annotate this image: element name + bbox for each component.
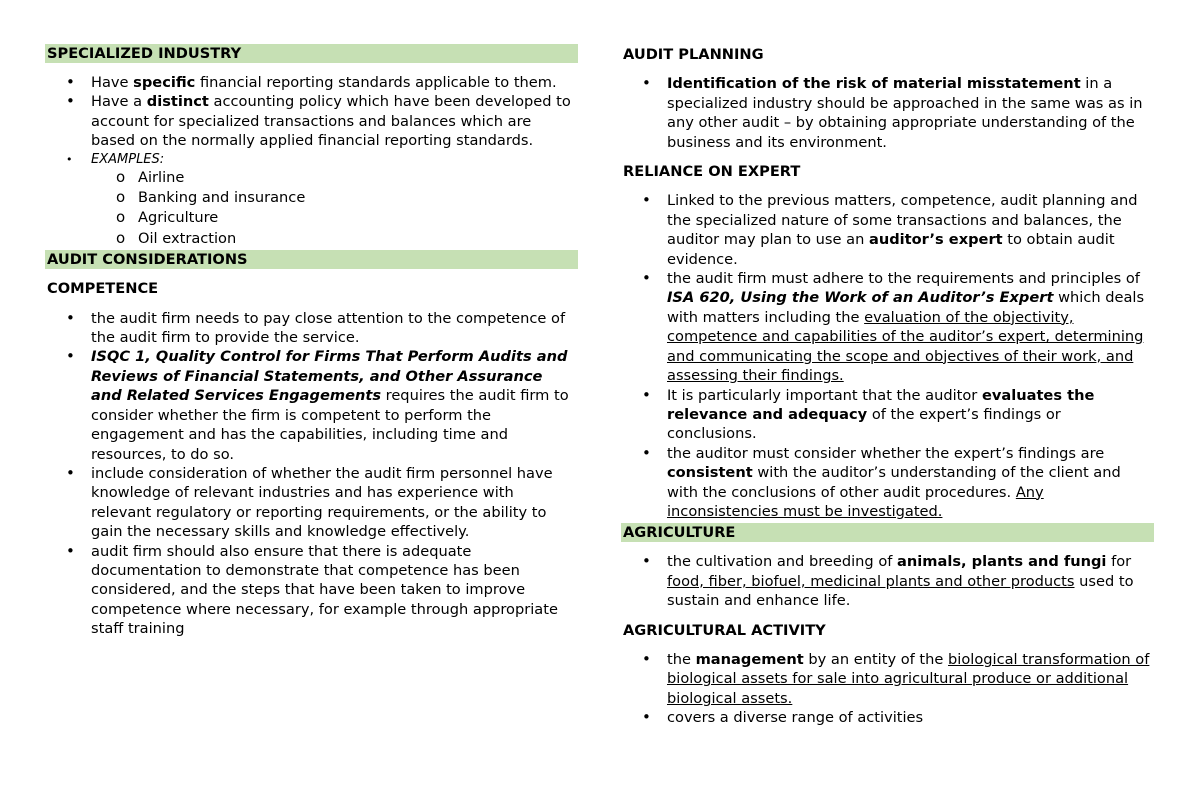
heading-reliance-on-expert: RELIANCE ON EXPERT xyxy=(623,163,801,181)
underlined-text: evaluation of the objectivity, competence and capabilities of the auditor’s expert, determining and communicating the scope and objectives of their work, and assessing their findings. xyxy=(667,308,1144,385)
example-item xyxy=(45,188,578,207)
text: the auditor must consider whether the expert’s findings are xyxy=(667,444,1105,462)
text: Agriculture xyxy=(138,209,219,227)
bold-text: Identification of the risk of material misstatement xyxy=(667,75,1081,93)
text: of the expert’s findings or conclusions. xyxy=(667,405,1061,443)
text: the audit firm needs to pay close attention to the competence of the audit firm to provide the service. xyxy=(91,309,566,347)
agricultural-activity-list xyxy=(621,650,1154,728)
text: used to sustain and enhance life. xyxy=(667,572,1134,610)
list-item xyxy=(45,92,578,150)
bullet-icon: • xyxy=(642,269,651,288)
text: for xyxy=(1106,553,1132,571)
bold-italic-text: ISA 620, Using the Work of an Auditor’s Expert xyxy=(667,289,1054,307)
list-item xyxy=(621,708,1154,727)
circle-bullet-icon: o xyxy=(116,228,126,247)
text: Airline xyxy=(138,168,185,186)
circle-bullet-icon: o xyxy=(116,167,126,186)
example-item xyxy=(45,208,578,227)
section-band-specialized-industry: SPECIALIZED INDUSTRY xyxy=(45,44,578,63)
bullet-icon: • xyxy=(642,191,651,210)
bullet-icon: • xyxy=(642,443,651,462)
text: audit firm should also ensure that there is adequate documentation to demonstrate that competence has been considered, and the steps that have been taken to improve competence where necessary, for example through appropriate staff training xyxy=(91,542,558,638)
examples-label xyxy=(45,151,578,168)
list-item xyxy=(45,347,578,463)
bullet-icon: • xyxy=(642,708,651,727)
competence-list xyxy=(45,309,578,639)
section-band-audit-considerations: AUDIT CONSIDERATIONS xyxy=(45,250,578,269)
underlined-text: biological transformation of biological assets for sale into agricultural produce or additional biological assets. xyxy=(667,650,1150,707)
audit-planning-list xyxy=(621,74,1154,152)
bullet-icon: • xyxy=(642,385,651,404)
text: include consideration of whether the audit firm personnel have knowledge of relevant industries and has experience with relevant regulatory or reporting requirements, or the ability to gain the necessary skills and knowledge effectively. xyxy=(91,464,553,541)
text: EXAMPLES: xyxy=(91,151,165,167)
list-item xyxy=(621,74,1154,152)
bullet-icon: • xyxy=(642,74,651,93)
left-column xyxy=(45,44,578,639)
text: Have xyxy=(91,74,134,91)
example-item xyxy=(45,168,578,187)
circle-bullet-icon: o xyxy=(116,208,126,227)
heading-audit-planning: AUDIT PLANNING xyxy=(623,46,764,63)
bullet-icon: • xyxy=(66,92,75,111)
bullet-icon: • xyxy=(66,347,75,366)
text: with the auditor’s understanding of the client and with the conclusions of other audit procedures. xyxy=(667,464,1121,501)
bold-text: animals, plants and fungi xyxy=(897,553,1107,571)
list-item xyxy=(621,269,1154,385)
section-band-agriculture: AGRICULTURE xyxy=(621,523,1154,542)
list-item xyxy=(621,444,1154,522)
bullet-icon: • xyxy=(66,308,75,327)
bullet-icon: • xyxy=(642,552,651,571)
text: Oil extraction xyxy=(138,229,237,247)
circle-bullet-icon: o xyxy=(116,188,126,207)
example-item xyxy=(45,229,578,248)
text: Banking and insurance xyxy=(138,189,306,207)
bullet-icon: • xyxy=(642,649,651,668)
bullet-icon: • xyxy=(66,541,75,560)
list-item xyxy=(621,650,1154,708)
bold-text: auditor’s expert xyxy=(868,231,1003,249)
bullet-icon: • xyxy=(66,73,75,91)
text: requires the audit firm to consider whether the firm is competent to perform the engagement and has the capabilities, including time and resources, to do so. xyxy=(91,387,569,463)
list-item xyxy=(621,191,1154,269)
list-item xyxy=(621,552,1154,610)
bold-italic-text: ISQC 1, Quality Control for Firms That Perform Audits and Reviews of Financial Statements, and Other Assurance and Related Services Engagements xyxy=(91,348,568,405)
text: in a specialized industry should be approached in the same was as in any other audit – by obtaining appropriate understanding of the business and its environment. xyxy=(667,75,1143,151)
bold-text: evaluates the relevance and adequacy xyxy=(667,386,1095,423)
list-item xyxy=(45,542,578,639)
bullet-icon: • xyxy=(66,152,73,166)
bold-text: consistent xyxy=(667,464,753,482)
text: accounting policy which have been developed to account for specialized transactions and balances which are based on the normally applied financial reporting standards. xyxy=(91,93,571,150)
heading-agricultural-activity: AGRICULTURAL ACTIVITY xyxy=(623,621,826,639)
bold-text: distinct xyxy=(146,93,209,111)
text: the cultivation and breeding of xyxy=(667,553,898,571)
underlined-text: food, fiber, biofuel, medicinal plants and other products xyxy=(667,572,1075,590)
list-item xyxy=(45,309,578,348)
heading-competence: COMPETENCE xyxy=(47,280,159,298)
text: the audit firm must adhere to the requirements and principles of xyxy=(667,270,1140,288)
text: Have a xyxy=(91,93,147,111)
text: the xyxy=(667,650,696,668)
agriculture-list xyxy=(621,552,1154,610)
text: financial reporting standards applicable to them. xyxy=(195,74,557,91)
underlined-text: Any inconsistencies must be investigated. xyxy=(667,483,1044,520)
text: covers a diverse range of activities xyxy=(667,709,924,727)
text: It is particularly important that the auditor xyxy=(667,386,982,404)
bold-text: management xyxy=(695,650,804,668)
list-item xyxy=(45,464,578,542)
list-item xyxy=(621,386,1154,444)
text: to obtain audit evidence. xyxy=(667,231,1115,268)
bold-text: specific xyxy=(133,74,196,91)
reliance-list xyxy=(621,191,1154,521)
specialized-list xyxy=(45,73,578,248)
text: Linked to the previous matters, competence, audit planning and the specialized nature of some transactions and balances, the auditor may plan to use an xyxy=(667,192,1138,249)
list-item xyxy=(45,73,578,92)
bullet-icon: • xyxy=(66,463,75,482)
text: by an entity of the xyxy=(803,650,949,668)
right-column xyxy=(621,45,1154,728)
text: which deals with matters including the xyxy=(667,289,1145,326)
